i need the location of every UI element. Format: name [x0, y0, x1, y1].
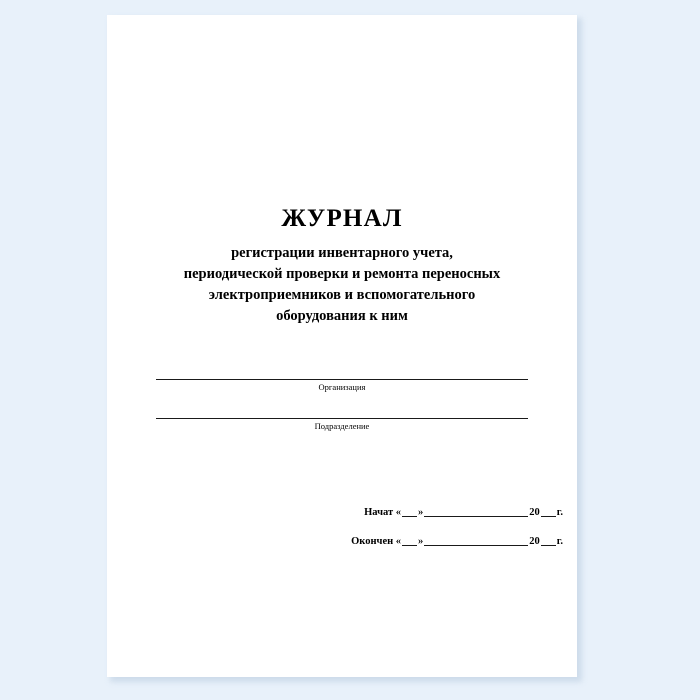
date-started-year-input[interactable] — [541, 505, 556, 517]
date-started-day-input[interactable] — [402, 505, 417, 517]
date-finished-suffix: г. — [556, 536, 563, 547]
subtitle-line-2: периодической проверки и ремонта переносных — [183, 265, 501, 282]
date-started-row[interactable] — [107, 505, 577, 518]
date-started-label: Начат « — [364, 507, 402, 518]
document-subtitle — [107, 243, 577, 327]
subdivision-label: Подразделение — [314, 421, 370, 432]
dates-block — [107, 505, 577, 563]
date-started-month-input[interactable] — [424, 505, 528, 517]
subdivision-field[interactable] — [156, 406, 528, 431]
date-started-year: 20 — [529, 507, 540, 518]
date-started-mid: » — [418, 507, 424, 518]
organization-label: Организация — [318, 382, 366, 392]
page-title: ЖУРНАЛ — [281, 205, 403, 232]
subtitle-line-3: электроприемников и вспомогательного — [208, 286, 476, 303]
organization-field[interactable] — [156, 367, 528, 392]
date-finished-day-input[interactable] — [402, 534, 417, 546]
date-finished-label: Окончен « — [351, 536, 402, 547]
date-finished-row[interactable] — [107, 534, 577, 547]
subdivision-input-line[interactable] — [156, 406, 528, 419]
fields-block — [107, 367, 577, 445]
subtitle-line-4: оборудования к ним — [276, 307, 408, 324]
date-finished-month-input[interactable] — [424, 534, 528, 546]
date-started-suffix: г. — [556, 507, 563, 518]
subtitle-line-1: регистрации инвентарного учета, — [231, 244, 453, 261]
date-finished-year: 20 — [529, 536, 540, 547]
date-finished-year-input[interactable] — [541, 534, 556, 546]
title-block — [107, 205, 577, 327]
organization-input-line[interactable] — [156, 367, 528, 380]
date-finished-mid: » — [418, 536, 424, 547]
document-page — [107, 15, 577, 677]
